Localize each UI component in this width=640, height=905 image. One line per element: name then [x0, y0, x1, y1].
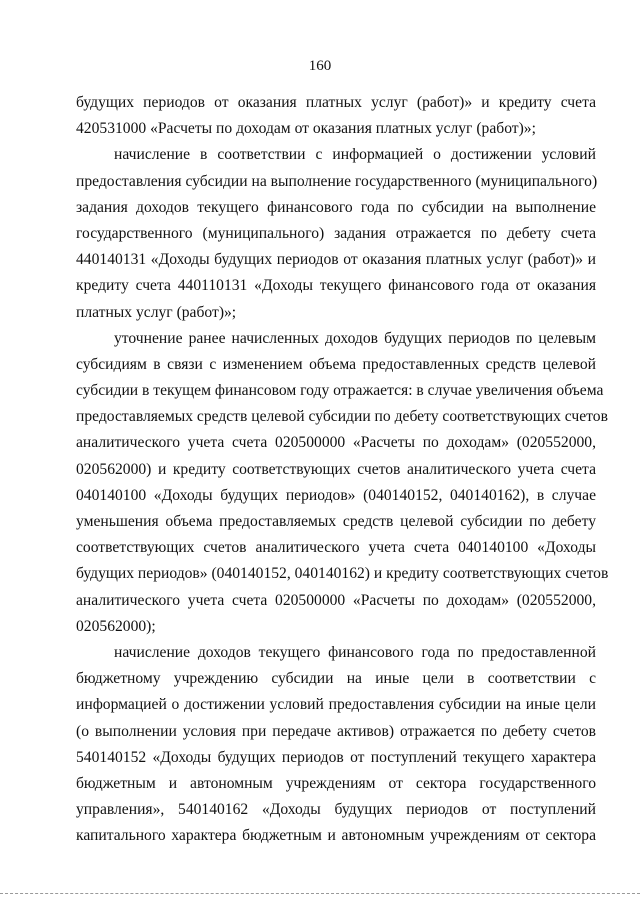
- text-line: уменьшения объема предоставляемых средств целевой субсидии по дебету: [76, 513, 596, 530]
- text-line: уточнение ранее начисленных доходов будущих периодов по целевым: [114, 329, 596, 347]
- text-line: капитального характера бюджетным и автономным учреждениям от сектора: [76, 827, 596, 845]
- text-line: будущих периодов» (040140152, 040140162) и кредиту соответствующих счетов: [76, 565, 609, 583]
- text-line: 420531000 «Расчеты по доходам от оказания платных услуг (работ)»;: [76, 120, 536, 138]
- text-line: информацией о достижении условий предоставления субсидии на иные цели: [76, 696, 596, 714]
- text-line: 020562000);: [76, 617, 156, 635]
- text-line: 540140152 «Доходы будущих периодов от поступлений текущего характера: [76, 748, 596, 766]
- text-line: 040140100 «Доходы будущих периодов» (040140152, 040140162), в случае: [76, 486, 596, 504]
- text-line: соответствующих счетов аналитического учета счета 040140100 «Доходы: [76, 539, 596, 557]
- page-number: 160: [308, 58, 332, 74]
- text-line: бюджетному учреждению субсидии на иные цели в соответствии с: [76, 670, 596, 688]
- text-line: 440140131 «Доходы будущих периодов от оказания платных услуг (работ)» и: [76, 251, 596, 269]
- text-line: (о выполнении условия при передаче активов) отражается по дебету счетов: [76, 722, 596, 740]
- text-line: кредиту счета 440110131 «Доходы текущего финансового года от оказания: [76, 277, 596, 295]
- text-line: задания доходов текущего финансового года по субсидии на выполнение: [76, 198, 596, 216]
- text-line: субсидии в текущем финансовом году отражается: в случае увеличения объема: [76, 382, 604, 400]
- text-line: начисление в соответствии с информацией о достижении условий: [114, 146, 596, 164]
- text-line: аналитического учета счета 020500000 «Расчеты по доходам» (020552000,: [76, 591, 596, 609]
- text-line: будущих периодов от оказания платных услуг (работ)» и кредиту счета: [76, 94, 596, 111]
- text-line: начисление доходов текущего финансового года по предоставленной: [114, 643, 596, 661]
- text-line: управления», 540140162 «Доходы будущих периодов от поступлений: [76, 801, 596, 819]
- text-line: государственного (муниципального) задания отражается по дебету счета: [76, 224, 596, 242]
- text-line: субсидиям в связи с изменением объема предоставленных средств целевой: [76, 355, 596, 373]
- text-line: предоставления субсидии на выполнение государственного (муниципального): [76, 172, 598, 190]
- text-line: 020562000) и кредиту соответствующих счетов аналитического учета счета: [76, 460, 596, 478]
- text-line: платных услуг (работ)»;: [76, 303, 237, 321]
- page-bottom-divider: [0, 893, 640, 895]
- body-text: [76, 90, 609, 849]
- text-line: бюджетным и автономным учреждениям от сектора государственного: [76, 774, 596, 792]
- text-line: аналитического учета счета 020500000 «Расчеты по доходам» (020552000,: [76, 434, 596, 452]
- text-line: предоставляемых средств целевой субсидии по дебету соответствующих счетов: [76, 408, 608, 426]
